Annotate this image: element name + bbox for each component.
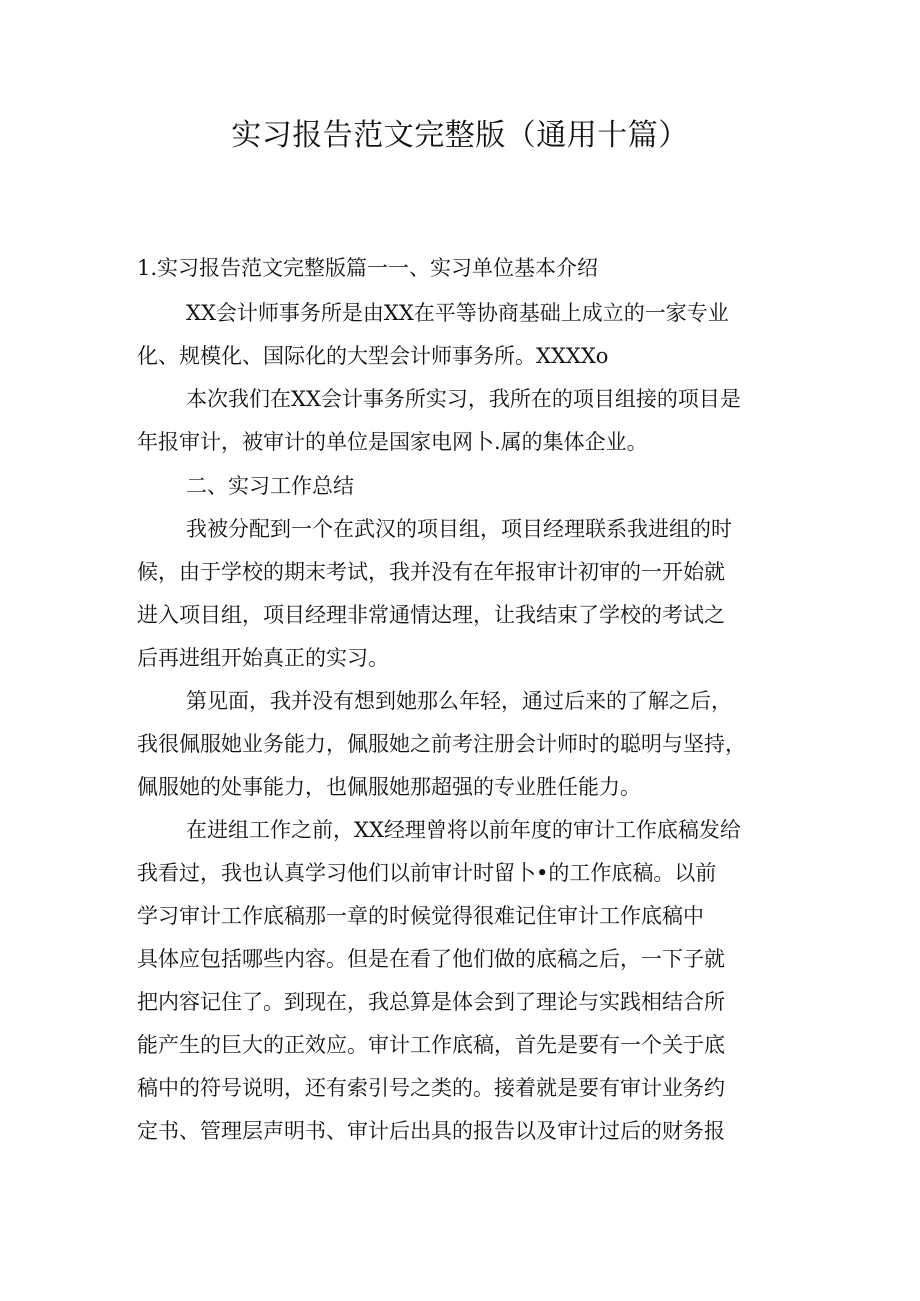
paragraph-5-line: 我看过，我也认真学习他们以前审计时留卜•的工作底稿。以前 — [137, 861, 717, 885]
paragraph-4-line: 我很佩服她业务能力，佩服她之前考注册会计师时的聪明与坚持， — [137, 732, 746, 756]
paragraph-4-line: 第见面，我并没有想到她那么年轻，通过后来的了解之后， — [186, 689, 732, 713]
paragraph-4-line: 佩服她的处事能力，也佩服她那超强的专业胜任能力。 — [137, 775, 641, 799]
document-title: 实习报告范文完整版（通用十篇） — [231, 118, 689, 153]
paragraph-5-line: 定书、管理层声明书、审计后出具的报告以及审计过后的财务报 — [137, 1119, 725, 1143]
paragraph-5-line: 在进组工作之前，XX经理曾将以前年度的审计工作底稿发给 — [186, 818, 741, 842]
paragraph-3-line: 后再进组开始真正的实习。 — [137, 646, 389, 670]
paragraph-3-line: 我被分配到一个在武汉的项目组，项目经理联系我进组的时 — [186, 517, 732, 541]
paragraph-1-line: 化、规模化、国际化的大型会计师事务所。XXXXo — [137, 344, 609, 368]
paragraph-1-line: XX会计师事务所是由XX在平等协商基础上成立的一家专业 — [186, 301, 729, 325]
paragraph-5-line: 能产生的巨大的正效应。审计工作底稿，首先是要有一个关于底 — [137, 1033, 725, 1057]
paragraph-5-line: 学习审计工作底稿那一章的时候觉得很难记住审计工作底稿中 — [137, 904, 704, 928]
paragraph-3-line: 进入项目组，项目经理非常通情达理，让我结束了学校的考试之 — [137, 603, 725, 627]
paragraph-5-line: 具体应包括哪些内容。但是在看了他们做的底稿之后，一下子就 — [137, 947, 725, 971]
paragraph-3-line: 候，由于学校的期末考试，我并没有在年报审计初审的一开始就 — [137, 560, 725, 584]
paragraph-5-line: 稿中的符号说明，还有索引号之类的。接着就是要有审计业务约 — [137, 1076, 725, 1100]
paragraph-2-line: 本次我们在XX会计事务所实习，我所在的项目组接的项目是 — [186, 387, 741, 411]
section-heading-1: 1.实习报告范文完整版篇一一、实习单位基本介绍 — [137, 256, 599, 280]
paragraph-5-line: 把内容记住了。到现在，我总算是体会到了理论与实践相结合所 — [137, 990, 725, 1014]
section-heading-2: 二、实习工作总结 — [186, 474, 354, 498]
paragraph-2-line: 年报审计，被审计的单位是国家电网卜.属的集体企业。 — [137, 430, 648, 454]
